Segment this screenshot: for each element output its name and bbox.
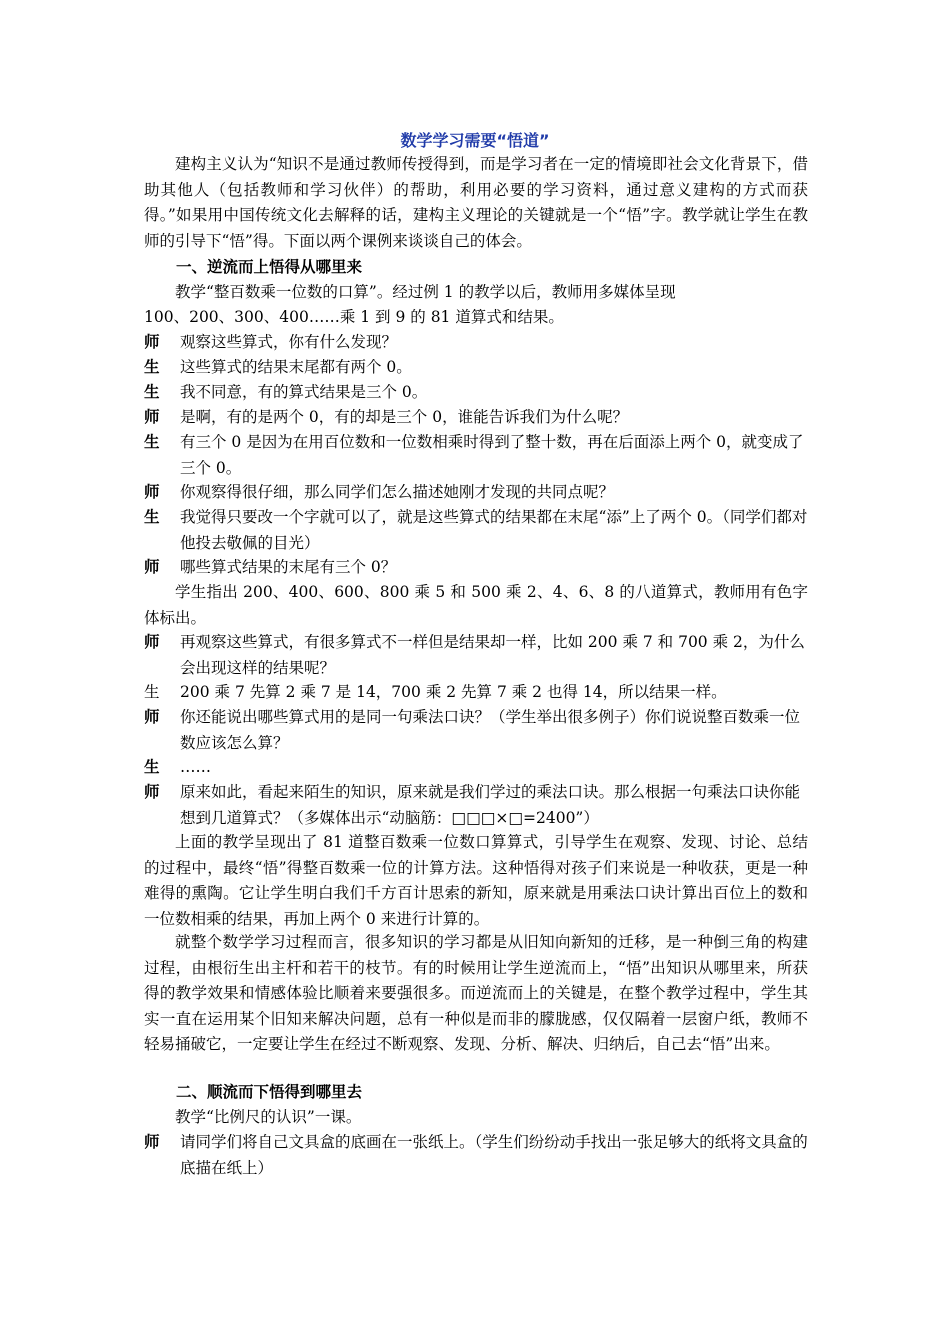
speaker-label: 师: [144, 558, 160, 576]
speaker-label: 生: [144, 433, 160, 451]
dialog-line: [144, 355, 814, 381]
dialog-text: 200 乘 7 先算 2 乘 7 是 14，700 乘 2 先算 7 乘 2 也得 14，所以结果一样。: [180, 683, 727, 701]
dialog-text: 这些算式的结果末尾都有两个 0。: [180, 358, 412, 376]
dialog-text: 有三个 0 是因为在用百位数和一位数相乘时得到了整十数，再在后面添上两个 0，就变成了三个 0。: [180, 433, 804, 477]
dialog-line: [144, 755, 814, 781]
dialog-text: 观察这些算式，你有什么发现？: [180, 333, 398, 351]
speaker-label: 师: [144, 333, 160, 351]
dialog-text: 原来如此，看起来陌生的知识，原来就是我们学过的乘法口诀。那么根据一句乘法口诀你能想到几道算式？（多媒体出示“动脑筋：□□□×□=2400”）: [180, 783, 801, 827]
dialog-line: [144, 705, 814, 756]
dialog-line: [144, 680, 814, 706]
speaker-label: 师: [144, 1133, 160, 1151]
dialog-line: [144, 380, 814, 406]
dialog-text: 再观察这些算式，有很多算式不一样但是结果却一样，比如 200 乘 7 和 700 乘 2，为什么会出现这样的结果呢？: [180, 633, 805, 677]
section-1-heading: 一、逆流而上悟得从哪里来: [176, 258, 363, 276]
dialog-line: [144, 330, 814, 356]
speaker-label: 生: [144, 758, 160, 776]
section-1-paragraph-2: 学生指出 200、400、600、800 乘 5 和 500 乘 2、4、6、8 的八道算式，教师用有色字体标出。: [144, 583, 808, 627]
dialog-text: 你还能说出哪些算式用的是同一句乘法口诀？（学生举出很多例子）你们说说整百数乘一位数应该怎么算？: [180, 708, 801, 752]
dialog-line: [144, 1130, 814, 1181]
section-1-intro-line-1: 教学“整百数乘一位数的口算”。经过例 1 的教学以后，教师用多媒体呈现: [175, 283, 676, 301]
dialog-text: 你观察得很仔细，那么同学们怎么描述她刚才发现的共同点呢？: [180, 483, 615, 501]
dialog-line: [144, 630, 814, 681]
dialog-text: 是啊，有的是两个 0，有的却是三个 0，谁能告诉我们为什么呢？: [180, 408, 629, 426]
dialog-text: 我不同意，有的算式结果是三个 0。: [180, 383, 428, 401]
intro-paragraph: 建构主义认为“知识不是通过教师传授得到，而是学习者在一定的情境即社会文化背景下，借助其他人（包括教师和学习伙伴）的帮助，利用必要的学习资料，通过意义建构的方式而获得。”如果用中国传统文化去解释的话，建构主义理论的关键就是一个“悟”字。教学就让学生在教师的引导下“悟”得。下面以两个课例来谈谈自己的体会。: [144, 155, 808, 250]
dialog-text: 哪些算式结果的末尾有三个 0？: [180, 558, 397, 576]
speaker-label: 师: [144, 633, 160, 651]
document-title: 数学学习需要“悟道”: [400, 131, 550, 150]
speaker-label: 师: [144, 483, 160, 501]
dialog-line: [144, 480, 814, 506]
speaker-label: 师: [144, 783, 160, 801]
dialog-line: [144, 555, 814, 581]
speaker-label: 生: [144, 683, 160, 701]
dialog-line: [144, 780, 814, 831]
dialog-text: 请同学们将自己文具盒的底画在一张纸上。（学生们纷纷动手找出一张足够大的纸将文具盒的底描在纸上）: [180, 1133, 808, 1177]
section-1-intro-line-2: 100、200、300、400……乘 1 到 9 的 81 道算式和结果。: [144, 308, 564, 326]
speaker-label: 生: [144, 383, 160, 401]
speaker-label: 生: [144, 508, 160, 526]
dialog-text: 我觉得只要改一个字就可以了，就是这些算式的结果都在末尾“添”上了两个 0。（同学们都对他投去敬佩的目光）: [180, 508, 808, 552]
dialog-line: [144, 505, 814, 556]
dialog-text: ……: [180, 758, 211, 776]
section-1-paragraph-4: 就整个数学学习过程而言，很多知识的学习都是从旧知向新知的迁移，是一种倒三角的构建过程，由根衍生出主杆和若干的枝节。有的时候用让学生逆流而上，“悟”出知识从哪里来，所获得的教学效果和情感体验比顺着来要强很多。而逆流而上的关键是，在整个教学过程中，学生其实一直在运用某个旧知来解决问题，总有一种似是而非的朦胧感，仅仅隔着一层窗户纸，教师不轻易捅破它，一定要让学生在经过不断观察、发现、分析、解决、归纳后，自己去“悟”出来。: [144, 933, 808, 1053]
speaker-label: 师: [144, 408, 160, 426]
section-2-paragraph-1: 教学“比例尺的认识”一课。: [175, 1108, 362, 1126]
section-1-paragraph-3: 上面的教学呈现出了 81 道整百数乘一位数口算算式，引导学生在观察、发现、讨论、总结的过程中，最终“悟”得整百数乘一位的计算方法。这种悟得对孩子们来说是一种收获，更是一种难得的熏陶。它让学生明白我们千方百计思索的新知，原来就是用乘法口诀计算出百位上的数和一位数相乘的结果，再加上两个 0 来进行计算的。: [144, 833, 808, 928]
speaker-label: 生: [144, 358, 160, 376]
section-2-heading: 二、顺流而下悟得到哪里去: [176, 1083, 363, 1101]
dialog-line: [144, 405, 814, 431]
dialog-line: [144, 430, 814, 481]
speaker-label: 师: [144, 708, 160, 726]
